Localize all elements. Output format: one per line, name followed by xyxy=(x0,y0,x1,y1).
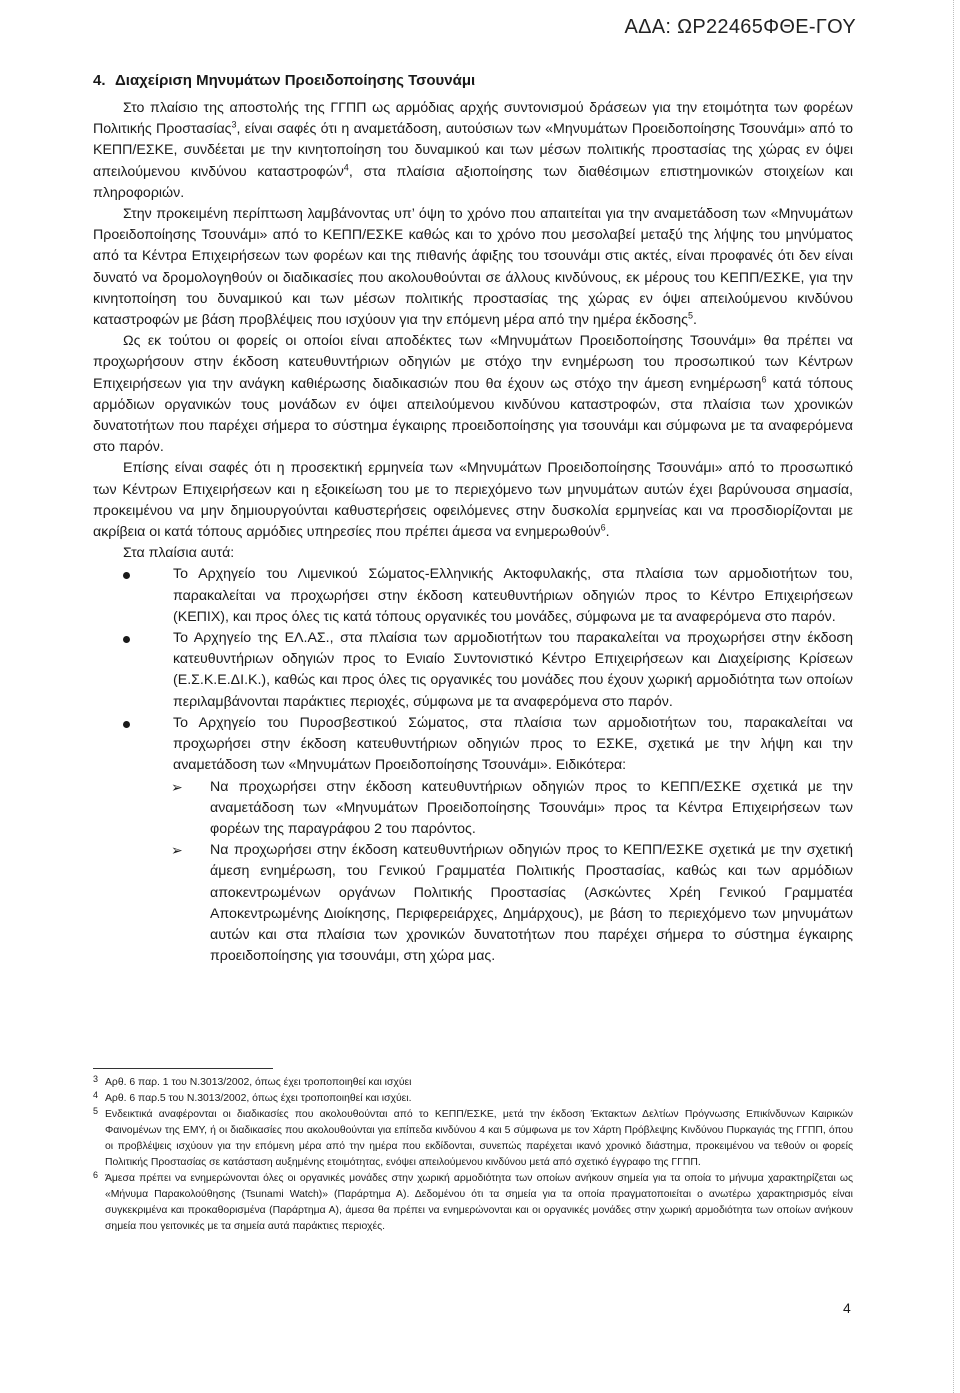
paragraph-2-part-b: . xyxy=(692,312,697,329)
paragraph-4-part-a: Επίσης είναι σαφές ότι η προσεκτική ερμηνεία των «Μηνυμάτων Προειδοποίησης Τσουνάμι» από το προσωπικό των Κέντρων Επιχειρήσεων και η εξοικείωση του με το περιεχόμενο των μηνυμάτων αυτών έχει βαρύνουσα σημασία, προκειμένου να μην δημιουργούνται καθυστερήσεις οφειλόμενες στην δυσκολία ερμηνείας και να προσδιορίζονται με ακρίβεια οι κατά τόπους αρμόδιες υπηρεσίες που πρέπει άμεσα να ενημερωθούν xyxy=(93,460,853,541)
arrow-bullet-icon: ➢ xyxy=(171,778,183,795)
sub-bullet-text: Να προχωρήσει στην έκδοση κατευθυντήριων οδηγιών προς το ΚΕΠΠ/ΕΣΚΕ σχετικά με την σχετική άμεση ενημέρωση, του Γενικού Γραμματέα Πολιτικής Προστασίας, καθώς και των αρμόδιων αποκεντρωμένων οργάνων Πολιτικής Προστασίας (Ασκώντες Χρέη Γενικού Γραμματέα Αποκεντρωμένης Διοίκησης, Περιφερειάρχες, Δημάρχους), με βάση το περιεχόμενο των μηνυμάτων αυτών και στα πλαίσια των χρονικών δυνατοτήτων που παρέχει σήμερα το σύστημα έγκαιρης προειδοποίησης για τσουνάμι, στη χώρα μας. xyxy=(210,842,853,965)
footnote-text: Αρθ. 6 παρ.5 του Ν.3013/2002, όπως έχει τροποποιηθεί και ισχύει. xyxy=(105,1093,412,1104)
paragraph-1-part-a: Στο πλαίσιο της αποστολής της ΓΓΠΠ ως αρμόδιας αρχής συντονισμού δράσεων για την ετοιμότητα των φορέων Πολιτικής Προστασίας xyxy=(93,100,853,138)
bullet-dot-icon xyxy=(123,721,130,728)
paragraph-2 xyxy=(93,204,853,331)
ada-header: ΑΔΑ: ΩΡ22465ΦΘΕ-ΓΟΥ xyxy=(624,16,856,38)
sub-bullet-text: Να προχωρήσει στην έκδοση κατευθυντήριων οδηγιών προς το ΚΕΠΠ/ΕΣΚΕ σχετικά με την αναμετάδοση των «Μηνυμάτων Προειδοποίησης Τσουνάμι» προς τα Κέντρα Επιχειρήσεων των φορέων της παραγράφου 2 του παρόντος. xyxy=(210,778,853,837)
footnote-3 xyxy=(93,1075,853,1091)
paragraph-1-part-c: , στα πλαίσια αξιοποίησης των διαθέσιμων επιστημονικών στοιχείων και πληροφοριών. xyxy=(93,163,854,201)
bullet-list xyxy=(93,564,853,776)
paragraph-1-part-b: , είναι σαφές ότι η αναμετάδοση, αυτούσιων των «Μηνυμάτων Προειδοποίησης Τσουνάμι» από το ΚΕΠΠ/ΕΣΚΕ, συνδέεται με την κινητοποίηση του δυναμικού και των μέσων πολιτικής προστασίας της χώρας εν όψει απειλούμενου κινδύνου καταστροφών xyxy=(93,121,853,180)
paragraph-3 xyxy=(93,331,853,458)
footnote-mark: 4 xyxy=(93,1090,99,1100)
footnote-ref-6b: 6 xyxy=(600,522,606,533)
footnote-mark: 5 xyxy=(93,1106,99,1116)
sub-bullet-item xyxy=(93,840,853,967)
sub-bullet-list xyxy=(93,777,853,968)
section-number: 4. xyxy=(93,72,106,89)
paragraph-3-part-a: Ως εκ τούτου οι φορείς οι οποίοι είναι αποδέκτες των «Μηνυμάτων Προειδοποίησης Τσουνάμι» θα πρέπει να προχωρήσουν στην έκδοση κατευθυντήριων οδηγιών με στόχο την ενημέρωση του προσωπικού των Κέντρων Επιχειρήσεων για την ανάγκη καθιέρωσης διαδικασιών που θα έχουν ως στόχο την άμεση ενημέρωση xyxy=(93,333,853,392)
footnote-separator xyxy=(93,1068,273,1069)
paragraph-2-part-a: Στην προκειμένη περίπτωση λαμβάνοντας υπ’ όψη το χρόνο που απαιτείται για την αναμετάδοση των «Μηνυμάτων Προειδοποίησης Τσουνάμι» από το ΚΕΠΠ/ΕΣΚΕ καθώς και το χρόνο που μεσολαβεί μεταξύ της λήψης του μηνύματος από τα Κέντρα Επιχειρήσεων των φορέων και της πιθανής άφιξης του τσουνάμι στις ακτές, είναι προφανές ότι δεν είναι δυνατό να δρομολογηθούν οι διαδικασίες που ακολουθούνται σε άλλους κινδύνους, εκ μέρους του ΚΕΠΠ/ΕΣΚΕ, για την κινητοποίηση του δυναμικού και των μέσων πολιτικής προστασίας της χώρας εν όψει απειλούμενου κινδύνου καταστροφών με βάση προβλέψεις που ισχύουν για την επόμενη μέρα από την ημέρα έκδοσης xyxy=(93,206,853,329)
sub-bullet-item xyxy=(93,777,853,841)
footnote-ref-6a: 6 xyxy=(761,373,767,384)
bullet-text: Το Αρχηγείο του Λιμενικού Σώματος-Ελληνικής Ακτοφυλακής, στα πλαίσια των αρμοδιοτήτων του, παρακαλείται να προχωρήσει στην έκδοση κατευθυντήριων οδηγιών προς το Κέντρο Επιχειρήσεων (ΚΕΠΙΧ), και προς όλες τις κατά τόπους οργανικές του μονάδες, σύμφωνα με τα αναφερόμενα στο παρόν. xyxy=(173,566,853,625)
intro-line: Στα πλαίσια αυτά: xyxy=(123,545,235,562)
bullet-item xyxy=(93,564,853,628)
bullet-dot-icon xyxy=(123,636,130,643)
section-title-text: Διαχείριση Μηνυμάτων Προειδοποίησης Τσουνάμι xyxy=(115,72,476,89)
paragraph-4 xyxy=(93,458,853,543)
footnote-6 xyxy=(93,1171,853,1235)
arrow-bullet-icon: ➢ xyxy=(171,842,183,859)
paragraph-1 xyxy=(93,98,853,204)
footnote-ref-3: 3 xyxy=(231,119,237,130)
footnote-mark: 3 xyxy=(93,1074,99,1084)
bullet-dot-icon xyxy=(123,572,130,579)
footnote-5 xyxy=(93,1107,853,1171)
footnote-text: Ενδεικτικά αναφέρονται οι διαδικασίες που ακολουθούνται από το ΚΕΠΠ/ΕΣΚΕ, μετά την έκδοση Έκτακτων Δελτίων Πρόγνωσης Επικίνδυνων Καιρικών Φαινομένων της ΕΜΥ, ή οι διαδικασίες που ακολουθούνται για επίπεδα κινδύνου 4 και 5 σύμφωνα με τον Χάρτη Πρόβλεψης Κινδύνου Πυρκαγιάς της ΓΓΠΠ, όπου οι προβλέψεις ισχύουν για την επόμενη μέρα από την ημέρα που εκδίδονται, συνεπώς παρέχεται ικανό χρονικό διάστημα, προκειμένου να τεθούν οι φορείς Πολιτικής Προστασίας σε κατάσταση αυξημένης ετοιμότητας, ενόψει απειλούμενου κινδύνου μετά από σχετικό έγγραφο της ΓΓΠΠ. xyxy=(105,1109,853,1168)
footnotes xyxy=(93,1075,853,1235)
scan-edge xyxy=(952,0,954,1393)
footnote-mark: 6 xyxy=(93,1170,99,1180)
bullet-text: Το Αρχηγείο του Πυροσβεστικού Σώματος, στα πλαίσια των αρμοδιοτήτων του, παρακαλείται να προχωρήσει στην έκδοση κατευθυντήριων οδηγιών προς το ΕΣΚΕ, σχετικά με την λήψη και την αναμετάδοση των «Μηνυμάτων Προειδοποίησης Τσουνάμι». Ειδικότερα: xyxy=(173,714,853,774)
paragraph-4-part-b: . xyxy=(605,524,610,541)
main-body xyxy=(93,98,853,967)
bullet-item xyxy=(93,628,853,713)
section-title xyxy=(93,72,475,89)
footnote-ref-5: 5 xyxy=(687,310,693,321)
bullet-text: Το Αρχηγείο της ΕΛ.ΑΣ., στα πλαίσια των αρμοδιοτήτων του παρακαλείται να προχωρήσει στην έκδοση κατευθυντήριων οδηγιών προς το Ενιαίο Συντονιστικό Κέντρο Επιχειρήσεων και Διαχείρισης Κρίσεων (Ε.Σ.Κ.Ε.ΔΙ.Κ.), καθώς και προς όλες τις οργανικές του μονάδες που έχουν χωρική αρμοδιότητα των οποίων περιλαμβάνονται παράκτιες περιοχές, σύμφωνα με τα αναφερόμενα στο παρόν. xyxy=(173,630,853,710)
paragraph-3-part-b: κατά τόπους αρμόδιων οργανικών τους μονάδων εν όψει απειλούμενου κινδύνου καταστροφών, στα πλαίσια των χρονικών δυνατοτήτων που παρέχει σήμερα το σύστημα έγκαιρης προειδοποίησης για τσουνάμι και σύμφωνα με τα αναφερόμενα στο παρόν. xyxy=(93,375,853,456)
page-number: 4 xyxy=(843,1300,851,1316)
footnote-4 xyxy=(93,1091,853,1107)
footnote-text: Αρθ. 6 παρ. 1 του Ν.3013/2002, όπως έχει τροποποιηθεί και ισχύει xyxy=(105,1077,412,1088)
footnote-text: Άμεσα πρέπει να ενημερώνονται όλες οι οργανικές μονάδες στην χωρική αρμοδιότητα των οποίων ανήκουν σημεία για τα οποία το μήνυμα χαρακτηρίζεται ως «Μήνυμα Παρακολούθησης (Tsunami Watch)» (Παράρτημα Α). Δεδομένου ότι τα σημεία για τα οποία πραγματοποιείται ο ανωτέρω χαρακτηρισμός είναι συγκεκριμένα και προκαθορισμένα (Παράρτημα Α), άμεσα θα πρέπει να ενημερώνονται και οι οργανικές μονάδες στην χωρική αρμοδιότητα των οποίων ανήκουν σημεία που γειτονικές με τα σημεία αυτά παράκτιες περιοχές. xyxy=(105,1173,853,1232)
bullet-item xyxy=(93,713,853,777)
footnote-ref-4: 4 xyxy=(343,161,349,172)
